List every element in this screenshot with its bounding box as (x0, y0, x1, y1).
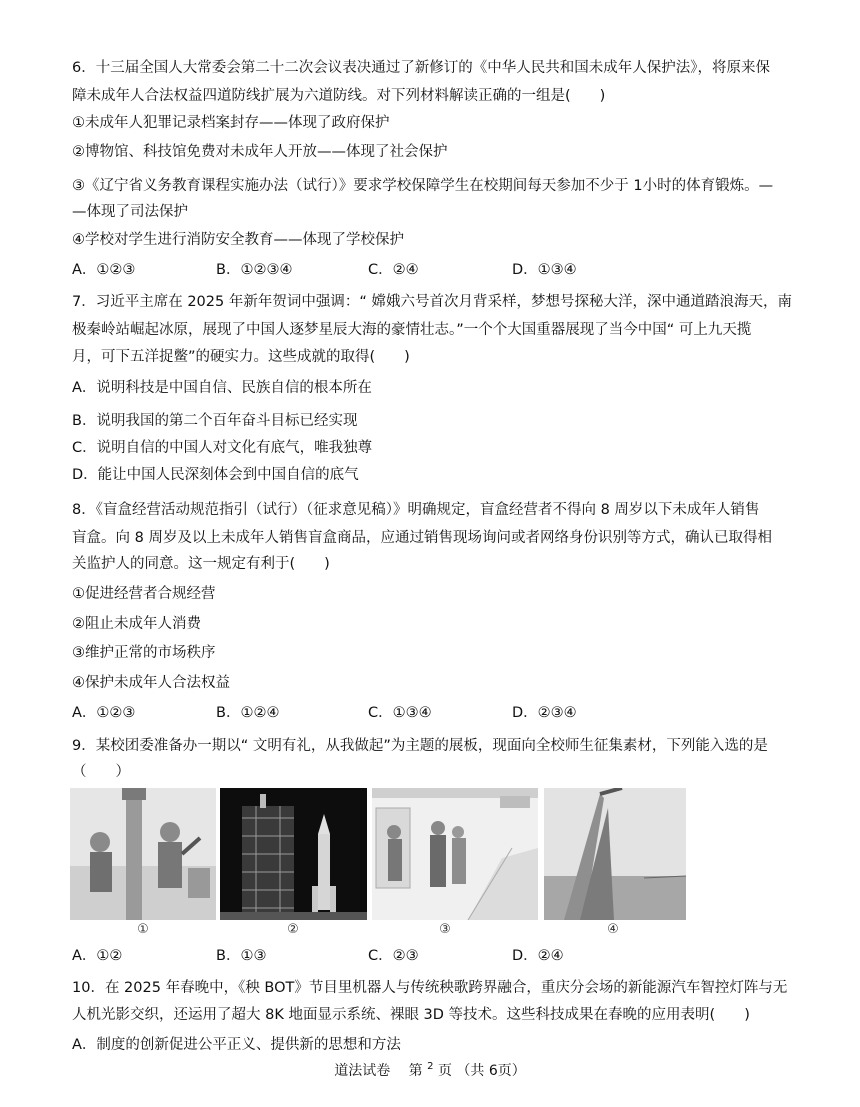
q6-stem-line1: 6．十三届全国人大常委会第二十二次会议表决通过了新修订的《中华人民共和国未成年人保护法》，将原来保 (72, 60, 770, 76)
q9-stem-line2: （ ） (72, 764, 130, 780)
q8-stem-line1: 8．《盲盒经营活动规范指引（试行）（征求意见稿）》明确规定，盲盒经营者不得向 8 周岁以下未成年人销售 (72, 502, 760, 518)
q6-item-3-line1: ③《辽宁省义务教育课程实施办法（试行）》要求学校保障学生在校期间每天参加不少于 1小时的体育锻炼。— (72, 178, 774, 194)
q6-item-4: ④学校对学生进行消防安全教育——体现了学校保护 (72, 232, 404, 248)
q10-stem-line2: 人机光影交织，还运用了超大 8K 地面显示系统、裸眼 3D 等技术。这些科技成果在春晚的应用表明( ) (72, 1007, 750, 1023)
q9-option-c[interactable]: C．②③ (368, 948, 419, 964)
q6-option-c[interactable]: C．②④ (368, 262, 419, 278)
q7-option-a[interactable]: A．说明科技是中国自信、民族自信的根本所在 (72, 380, 372, 396)
footer-total: 页 （共 6页） (437, 1063, 526, 1079)
q10-option-a[interactable]: A．制度的创新促进公平正义、提供新的思想和方法 (72, 1037, 401, 1053)
q7-stem-line2: 极秦岭站崛起冰原，展现了中国人逐梦星辰大海的豪情壮志。”一个个大国重器展现了当今中国“ 可上九天揽 (72, 322, 752, 338)
q9-figure-2 (220, 788, 367, 920)
q8-stem-line2: 盲盒。向 8 周岁及以上未成年人销售盲盒商品，应通过销售现场询问或者网络身份识别等方式，确认已取得相 (72, 530, 772, 546)
q7-option-c[interactable]: C．说明自信的中国人对文化有底气，唯我独尊 (72, 440, 373, 456)
q8-item-4: ④保护未成年人合法权益 (72, 675, 230, 691)
q9-option-a[interactable]: A．①② (72, 948, 123, 964)
page-footer (0, 1060, 860, 1080)
q9-caption-2: ② (287, 922, 299, 937)
q9-option-b[interactable]: B．①③ (216, 948, 267, 964)
q7-stem-line3: 月，可下五洋捉鳖”的硬实力。这些成就的取得( ) (72, 349, 410, 365)
q8-item-1: ①促进经营者合规经营 (72, 586, 216, 602)
footer-page-number: 2 (427, 1061, 434, 1072)
q6-options (72, 260, 812, 280)
q6-item-2: ②博物馆、科技馆免费对未成年人开放——体现了社会保护 (72, 144, 448, 160)
q8-item-3: ③维护正常的市场秩序 (72, 645, 216, 661)
q9-figure-3 (372, 788, 538, 920)
q9-figure-1 (70, 788, 216, 920)
q9-options (72, 946, 812, 966)
q6-option-b[interactable]: B．①②③④ (216, 262, 293, 278)
q9-caption-3: ③ (439, 922, 451, 937)
q8-option-c[interactable]: C．①③④ (368, 705, 432, 721)
q8-option-a[interactable]: A．①②③ (72, 705, 136, 721)
q6-option-d[interactable]: D．①③④ (512, 262, 577, 278)
q8-option-d[interactable]: D．②③④ (512, 705, 577, 721)
q8-option-b[interactable]: B．①②④ (216, 705, 280, 721)
q9-figures (70, 788, 690, 938)
q7-option-d[interactable]: D．能让中国人民深刻体会到中国自信的底气 (72, 467, 359, 483)
q10-stem-line1: 10．在 2025 年春晚中，《秧 BOT》节目里机器人与传统秧歌跨界融合，重庆分会场的新能源汽车智控灯阵与无 (72, 980, 788, 996)
q6-item-1: ①未成年人犯罪记录档案封存——体现了政府保护 (72, 115, 390, 131)
q8-options (72, 703, 812, 723)
q7-option-b[interactable]: B．说明我国的第二个百年奋斗目标已经实现 (72, 413, 358, 429)
q9-caption-4: ④ (607, 922, 619, 937)
q9-caption-1: ① (137, 922, 149, 937)
q6-stem-line2: 障未成年人合法权益四道防线扩展为六道防线。对下列材料解读正确的一组是( ) (72, 88, 606, 104)
q9-figure-4 (544, 788, 686, 920)
q6-item-3-line2: —体现了司法保护 (72, 204, 188, 220)
q9-stem-line1: 9．某校团委准备办一期以“ 文明有礼，从我做起”为主题的展板，现面向全校师生征集素材，下列能入选的是 (72, 738, 768, 754)
q8-stem-line3: 关监护人的同意。这一规定有利于( ) (72, 556, 330, 572)
footer-label: 道法试卷 第 (334, 1063, 423, 1079)
q8-item-2: ②阻止未成年人消费 (72, 616, 201, 632)
q7-stem-line1: 7．习近平主席在 2025 年新年贺词中强调：“ 嫦娥六号首次月背采样，梦想号探秘大洋，深中通道踏浪海天，南 (72, 294, 792, 310)
q9-option-d[interactable]: D．②④ (512, 948, 564, 964)
q6-option-a[interactable]: A．①②③ (72, 262, 136, 278)
